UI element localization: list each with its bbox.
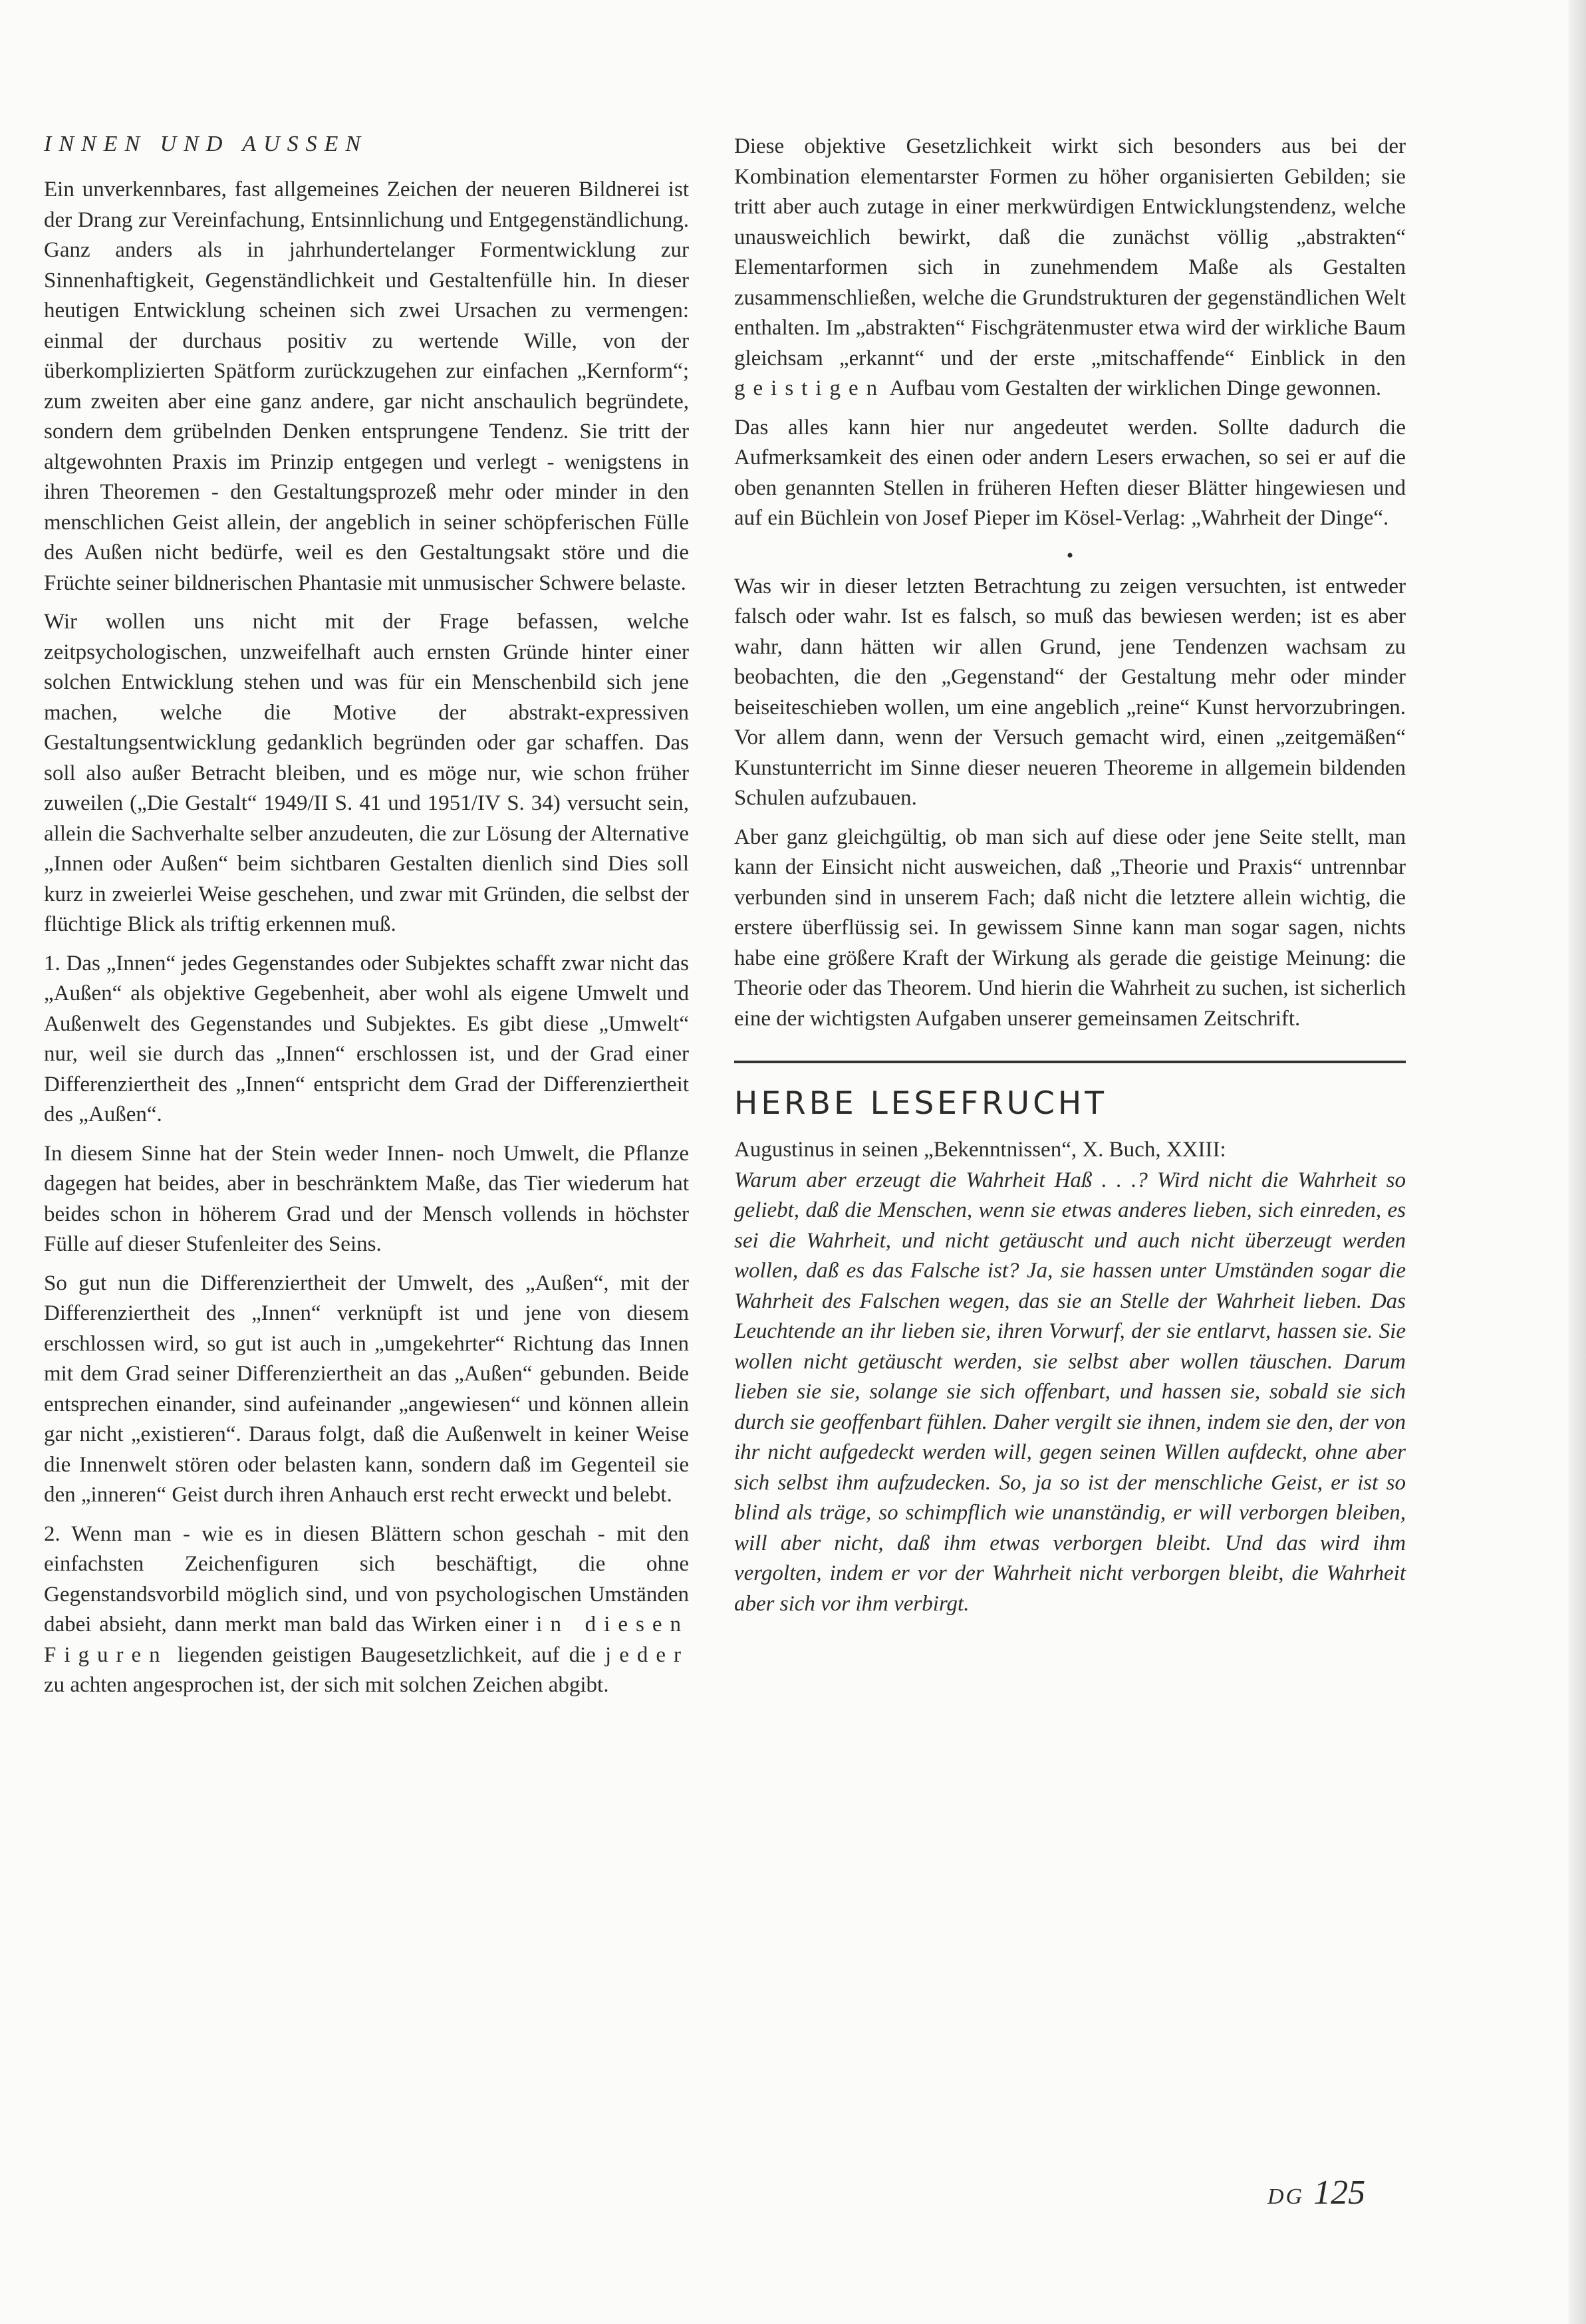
spaced-emphasis: geistigen bbox=[734, 376, 886, 400]
paragraph: Aber ganz gleichgültig, ob man sich auf diese oder jene Seite stellt, man kann der Einsicht nicht ausweichen, daß „Theorie und Praxis“ untrennbar verbunden sind in unserem Fach; daß nicht die letztere allein wichtig, die erstere überflüssig sei. In gewissem Sinne kann man sogar sagen, nichts habe eine größere Kraft der Wirkung als gerade die geistige Meinung: die Theorie oder das Theorem. Und hierin die Wahrheit zu suchen, ist sicherlich eine der wichtigsten Aufgaben unserer gemeinsamen Zeitschrift. bbox=[734, 825, 1406, 1031]
paragraph: So gut nun die Differenziertheit der Umwelt, des „Außen“, mit der Differenziertheit des „Innen“ verknüpft ist und jene von diesem erschlossen wird, so gut ist auch in „umgekehrter“ Richtung das Innen mit dem Grad seiner Differenziertheit an das „Außen“ gebunden. Beide entsprechen einander, sind aufeinander „angewiesen“ und können allein gar nicht „existieren“. Daraus folgt, daß die Außenwelt in keiner Weise die Innenwelt stören oder belasten kann, sondern daß im Gegenteil sie den „inneren“ Geist durch ihren Anhauch erst recht erweckt und belebt. bbox=[44, 1271, 689, 1507]
section-heading-herbe-lesefrucht: HERBE LESEFRUCHT bbox=[734, 1085, 1107, 1122]
paragraph-text: Aufbau vom Gestalten der wirklichen Dinge gewonnen. bbox=[885, 376, 1382, 400]
paragraph bbox=[734, 132, 1406, 404]
page-footer bbox=[1267, 2173, 1365, 2212]
section-heading-innen-und-aussen: INNEN UND AUSSEN bbox=[44, 132, 368, 156]
journal-abbreviation: DG bbox=[1267, 2184, 1305, 2209]
page-number: 125 bbox=[1313, 2174, 1366, 2212]
spaced-emphasis: in diesen Figuren bbox=[44, 1613, 689, 1667]
right-column bbox=[734, 132, 1406, 1628]
paragraph: Wir wollen uns nicht mit der Frage befassen, welche zeitpsychologischen, unzweifelhaft auch ernsten Gründe hinter einer solchen Entwicklung stehen und was für ein Menschenbild sich jene machen, welche die Motive der abstrakt-expressiven Gestaltungsentwicklung gedanklich begründen oder gar schaffen. Das soll also außer Betracht bleiben, und es möge nur, wie schon früher zuweilen („Die Gestalt“ 1949/II S. 41 und 1951/IV S. 34) versucht sein, allein die Sachverhalte selber anzudeuten, die zur Lösung der Alternative „Innen oder Außen“ beim sichtbaren Gestalten dienlich sind Dies soll kurz in zweierlei Weise geschehen, und zwar mit Gründen, die selbst der flüchtige Blick als triftig erkennen muß. bbox=[44, 610, 689, 936]
quote-intro: Augustinus in seinen „Bekenntnissen“, X. Buch, XXIII: bbox=[734, 1138, 1226, 1162]
paragraph-text: Diese objektive Gesetzlichkeit wirkt sich besonders aus bei der Kombination elementarster Formen zu höher organisierten Gebilden; sie tritt aber auch zutage in einer merkwürdigen Entwicklungstendenz, welche unausweichlich bewirkt, daß die zunächst völlig „abstrakten“ Elementarformen sich in zunehmendem Maße als Gestalten zusammenschließen, welche die Grundstrukturen der gegenständlichen Welt enthalten. Im „abstrakten“ Fischgrätenmuster etwa wird der wirkliche Baum gleichsam „erkannt“ und der erste „mitschaffende“ Einblick in den bbox=[734, 134, 1406, 370]
spaced-emphasis: jeder bbox=[605, 1642, 689, 1667]
page-edge-shadow bbox=[1569, 0, 1586, 2324]
paragraph-text: 2. Wenn man - wie es in diesen Blättern schon geschah - mit den einfachsten Zeichenfiguren sich beschäftigt, die ohne Gegenstandsvorbild möglich sind, und von psychologischen Umständen dabei absieht, dann merkt man bald das Wirken einer bbox=[44, 1521, 689, 1636]
paragraph bbox=[44, 1519, 689, 1701]
paragraph-text: zu achten angesprochen ist, der sich mit solchen Zeichen abgibt. bbox=[44, 1673, 609, 1697]
augustinus-quote: Warum aber erzeugt die Wahrheit Haß . . .? Wird nicht die Wahrheit so geliebt, daß die Menschen, wenn sie etwas anderes lieben, sich einreden, es sei die Wahrheit, und nicht getäuscht und auch nicht überzeugt werden wollen, daß es das Falsche ist? Ja, sie hassen unter Umständen sogar die Wahrheit des Falschen wegen, das sie an Stelle der Wahrheit lieben. Das Leuchtende an ihr lieben sie, ihren Vorwurf, der sie entlarvt, hassen sie. Sie wollen nicht getäuscht werden, sie selbst aber wollen täuschen. Darum lieben sie sie, solange sie sich offenbart, und hassen sie, sobald sie sich durch sie geoffenbart fühlen. Daher vergilt sie ihnen, indem sie den, der von ihr nicht aufgedeckt werden will, gegen seinen Willen aufdeckt, ohne aber sich selbst ihm aufzudecken. So, ja so ist der menschliche Geist, er ist so blind als träge, so schimpflich wie unanständig, er will verborgen bleiben, will aber nicht, daß ihm etwas verborgen bleibt. Und das wird ihm vergolten, indem er vor der Wahrheit nicht verborgen bleibt, die Wahrheit aber sich vor ihm verbirgt. bbox=[734, 1168, 1406, 1616]
paragraph: Was wir in dieser letzten Betrachtung zu zeigen versuchten, ist entweder falsch oder wahr. Ist es falsch, so muß das bewiesen werden; ist es aber wahr, dann hätten wir allen Grund, jene Tendenzen wachsam zu beobachten, die den „Gegenstand“ der Gestaltung mehr oder minder beiseiteschieben wollen, um eine angeblich „reine“ Kunst hervorzubringen. Vor allem dann, wenn der Versuch gemacht wird, einen „zeitgemäßen“ Kunstunterricht im Sinne dieser neueren Theoreme in allgemein bildenden Schulen aufzubauen. bbox=[734, 574, 1406, 810]
section-divider bbox=[734, 1061, 1406, 1063]
paragraph: Das alles kann hier nur angedeutet werden. Sollte dadurch die Aufmerksamkeit des einen oder andern Lesers erwachen, so sei er auf die oben genannten Stellen in früheren Heften dieser Blätter hingewiesen und auf ein Büchlein von Josef Pieper im Kösel-Verlag: „Wahrheit der Dinge“. bbox=[734, 415, 1406, 530]
paragraph: In diesem Sinne hat der Stein weder Innen- noch Umwelt, die Pflanze dagegen hat beides, aber in beschränktem Maße, das Tier wiederum hat beides schon in höherem Grad und der Mensch vollends in höchster Fülle auf dieser Stufenleiter des Seins. bbox=[44, 1141, 689, 1256]
paragraph: 1. Das „Innen“ jedes Gegenstandes oder Subjektes schafft zwar nicht das „Außen“ als objektive Gegebenheit, aber wohl als eigene Umwelt und Außenwelt des Gegenstandes und Subjektes. Es gibt diese „Umwelt“ nur, weil sie durch das „Innen“ erschlossen ist, und der Grad einer Differenziertheit des „Innen“ entspricht dem Grad der Differenziertheit des „Außen“. bbox=[44, 951, 689, 1126]
paragraph: Ein unverkennbares, fast allgemeines Zeichen der neueren Bildnerei ist der Drang zur Vereinfachung, Entsinnlichung und Entgegenständlichung. Ganz anders als in jahrhundertelanger Formentwicklung zur Sinnenhaftigkeit, Gegenständlichkeit und Gestaltenfülle hin. In dieser heutigen Entwicklung scheinen sich zwei Ursachen zu vermengen: einmal der durchaus positiv zu wertende Wille, von der überkomplizierten Spätform zurückzugehen zur einfachen „Kernform“; zum zweiten aber eine ganz andere, gar nicht anschaulich begründete, sondern dem grübelnden Denken entsprungene Tendenz. Sie tritt der altgewohnten Praxis im Prinzip entgegen und verlegt - wenigstens in ihren Theoremen - den Gestaltungsprozeß mehr oder minder in den menschlichen Geist allein, der angeblich in seiner schöpferischen Fülle des Außen nicht bedürfe, weil es den Gestaltungsakt störe und die Früchte seiner bildnerischen Phantasie mit unmusischer Schwere belaste. bbox=[44, 178, 689, 595]
paragraph-text: liegenden geistigen Baugesetzlichkeit, auf die bbox=[168, 1642, 606, 1667]
left-column bbox=[44, 130, 689, 1710]
bullet-separator: • bbox=[1066, 544, 1074, 567]
